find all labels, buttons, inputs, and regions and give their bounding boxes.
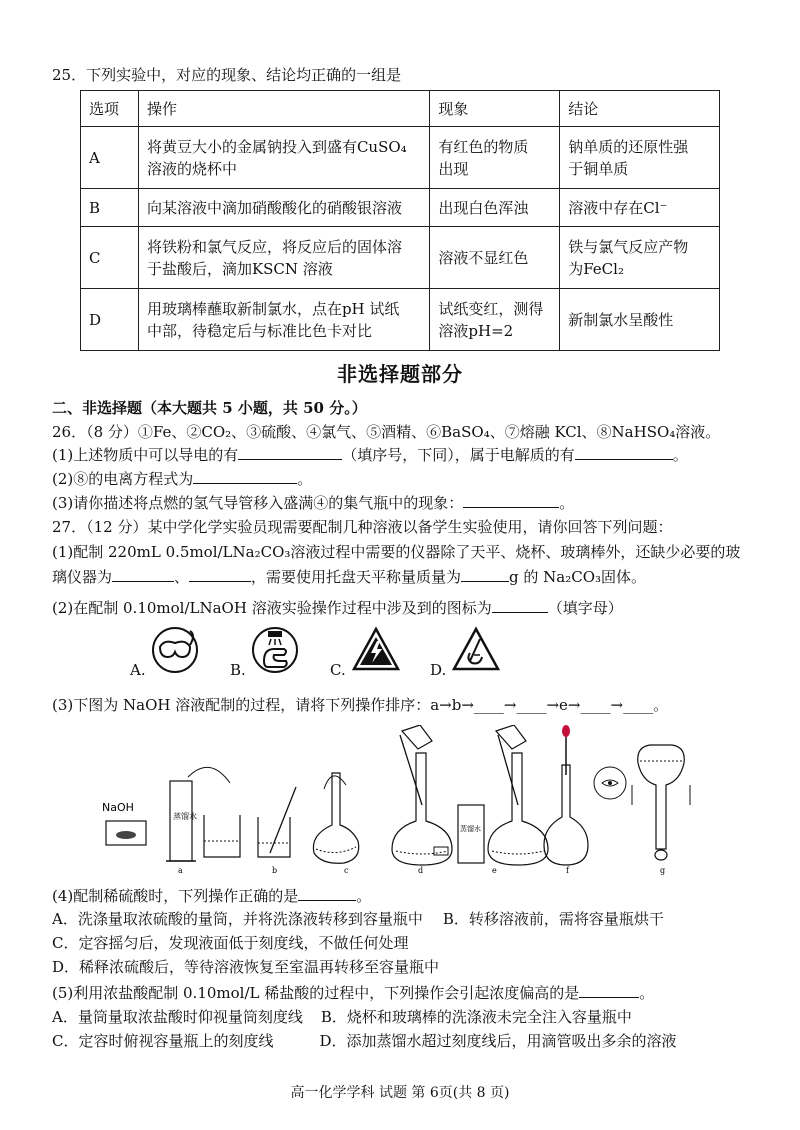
option-d: D — [81, 289, 139, 351]
flask-f — [544, 765, 588, 865]
q26-part2-text-b: 。 — [297, 470, 313, 488]
q27-part4-options-ab — [52, 908, 760, 930]
swirl-hand — [324, 776, 346, 789]
header-option: 选项 — [81, 91, 139, 127]
answer-blank[interactable] — [189, 566, 251, 582]
table-row-d — [81, 289, 720, 351]
q27-part2 — [52, 597, 760, 619]
q26-part2-text-a: (2)⑧的电离方程式为 — [52, 470, 194, 488]
phenomenon-c: 溶液不显红色 — [430, 227, 560, 289]
phenomenon-a-line1: 有红色的物质 — [438, 137, 529, 156]
option-a: A — [81, 127, 139, 189]
option-c: C — [81, 227, 139, 289]
table-row-b — [81, 189, 720, 227]
q27-part4-option-b: B．转移溶液前，需将容量瓶烘干 — [442, 910, 664, 928]
answer-blank[interactable] — [112, 566, 174, 582]
operation-a — [138, 127, 429, 189]
step-b-figure — [258, 787, 296, 875]
q27-part5-option-d: D．添加蒸馏水超过刻度线后，用滴管吸出多余的溶液 — [319, 1032, 677, 1050]
beaker-b — [258, 817, 290, 857]
phenomenon-a-line2: 出现 — [438, 159, 469, 178]
conclusion-b: 溶液中存在Cl⁻ — [560, 189, 720, 227]
icon-option-b — [230, 625, 320, 685]
fig-label-c: c — [344, 866, 349, 875]
header-operation: 操作 — [138, 91, 429, 127]
q26-part3-text-a: (3)请你描述将点燃的氢气导管移入盛满④的集气瓶中的现象： — [52, 494, 464, 512]
q27-part1-text-c: 、 — [174, 568, 190, 586]
rod-d — [400, 735, 422, 805]
step-a-figure — [102, 767, 240, 875]
flask-e — [488, 753, 548, 865]
conclusion-d: 新制氯水呈酸性 — [560, 289, 720, 351]
answer-blank[interactable] — [461, 566, 509, 582]
fig-label-f: f — [566, 866, 569, 875]
answer-blank[interactable] — [238, 444, 342, 460]
fig-label-d: d — [418, 866, 424, 875]
step-g-figure — [632, 745, 690, 875]
q27-part5-option-b: B．烧杯和玻璃棒的洗涤液未完全注入容量瓶中 — [320, 1008, 632, 1026]
q27-part5-option-a: A．量筒量取浓盐酸时仰视量筒刻度线 — [52, 1008, 303, 1026]
q26-part2 — [52, 468, 760, 490]
q27-part4-option-d: D．稀释浓硫酸后，等待溶液恢复至室温再转移至容量瓶中 — [52, 958, 440, 976]
wash-hands-icon — [250, 625, 300, 675]
phenomenon-d-line2: 溶液pH=2 — [438, 321, 514, 340]
header-phenomenon: 现象 — [430, 91, 560, 127]
phenomenon-d-line1: 试纸变红，测得 — [438, 299, 544, 318]
operation-d-line1: 用玻璃棒蘸取新制氯水，点在pH 试纸 — [146, 299, 400, 318]
q27-part4-text-a: (4)配制稀硫酸时，下列操作正确的是 — [52, 887, 299, 905]
icon-option-d — [430, 625, 520, 685]
fig-label-b: b — [272, 866, 278, 875]
answer-blank[interactable] — [463, 492, 559, 508]
water-label-2: 蒸馏水 — [460, 825, 481, 833]
conclusion-c-line2: 为FeCl₂ — [568, 259, 624, 278]
table-row-c — [81, 227, 720, 289]
icon-option-a — [130, 625, 220, 685]
q26-part3 — [52, 492, 760, 514]
answer-blank[interactable] — [492, 597, 548, 613]
table-row-a — [81, 127, 720, 189]
safety-icons — [130, 625, 510, 685]
q27-part5 — [52, 982, 760, 1004]
q27-part3: (3)下图为 NaOH 溶液配制的过程，请将下列操作排序：a→b→____→____→e→____→____。 — [52, 696, 669, 714]
conclusion-c — [560, 227, 720, 289]
phenomenon-b: 出现白色浑浊 — [430, 189, 560, 227]
q26-part1-text-c: 。 — [672, 446, 688, 464]
icon-label-c: C. — [330, 661, 346, 679]
q27-part1-text-d: ，需要使用托盘天平称量质量为 — [251, 568, 462, 586]
q26-part3-text-b: 。 — [559, 494, 575, 512]
answer-blank[interactable] — [193, 468, 297, 484]
q26-part1-text-a: (1)上述物质中可以导电的有 — [52, 446, 239, 464]
answer-blank[interactable] — [298, 885, 356, 901]
naoh-label: NaOH — [102, 801, 134, 814]
solution-preparation-figure — [100, 725, 720, 875]
fig-label-g: g — [660, 866, 666, 875]
q27-stem: 27．（12 分）某中学化学实验员现需要配制几种溶液以备学生实验使用，请你回答下列问题： — [52, 518, 673, 536]
phenomenon-d — [430, 289, 560, 351]
conclusion-a — [560, 127, 720, 189]
operation-d-line2: 中部，待稳定后与标准比色卡对比 — [146, 321, 372, 340]
operation-b: 向某溶液中滴加硝酸酸化的硝酸银溶液 — [138, 189, 429, 227]
q26-part1-text-b: （填序号，下同），属于电解质的有 — [342, 446, 575, 464]
answer-blank[interactable] — [575, 444, 673, 460]
q27-part5-options-cd — [52, 1030, 760, 1052]
q25-table — [80, 90, 720, 351]
icon-option-c — [330, 625, 420, 685]
pour-arrow — [188, 767, 230, 783]
phenomenon-a — [430, 127, 560, 189]
operation-d — [138, 289, 429, 351]
electrical-hazard-icon — [350, 625, 402, 675]
operation-c-line2: 于盐酸后，滴加KSCN 溶液 — [146, 259, 333, 278]
naoh-solid — [116, 831, 136, 839]
q27-part4-option-c: C．定容摇匀后，发现液面低于刻度线，不做任何处理 — [52, 934, 409, 952]
operation-c-line1: 将铁粉和氯气反应，将反应后的固体溶 — [146, 237, 402, 256]
dropper-bulb — [562, 725, 570, 737]
table-header-row — [81, 91, 720, 127]
beaker-d — [402, 725, 432, 749]
goggles-icon — [150, 625, 200, 675]
q27-part5-text-b: 。 — [639, 984, 655, 1002]
flask-d — [392, 753, 452, 865]
conclusion-c-line1: 铁与氯气反应产物 — [568, 237, 689, 256]
section-title: 非选择题部分 — [337, 362, 463, 386]
q26-stem: 26．（8 分）①Fe、②CO₂、③硫酸、④氯气、⑤酒精、⑥BaSO₄、⑦熔融 KCl、⑧NaHSO₄溶液。 — [52, 423, 721, 441]
operation-c — [138, 227, 429, 289]
option-b: B — [81, 189, 139, 227]
graduated-cylinder — [170, 781, 192, 861]
q27-part2-text-b: （填字母） — [547, 599, 623, 617]
sharp-object-icon — [450, 625, 502, 675]
fig-label-a: a — [178, 866, 183, 875]
q27-part5-options-ab — [52, 1006, 760, 1028]
q27-part1-text-e: g 的 Na₂CO₃固体。 — [509, 568, 647, 586]
flask-c — [313, 773, 358, 863]
header-conclusion: 结论 — [560, 91, 720, 127]
step-c-figure — [313, 773, 358, 875]
q26-part1 — [52, 444, 760, 466]
wash-bottle — [458, 805, 484, 863]
conclusion-a-line2: 于铜单质 — [568, 159, 629, 178]
q27-part5-text-a: (5)利用浓盐酸配制 0.10mol/L 稀盐酸的过程中，下列操作会引起浓度偏高的是 — [52, 984, 580, 1002]
q27-part2-text-a: (2)在配制 0.10mol/LNaOH 溶液实验操作过程中涉及到的图标为 — [52, 599, 492, 617]
q27-part4-option-a: A．洗涤量取浓硫酸的量筒，并将洗涤液转移到容量瓶中 — [52, 910, 423, 928]
q27-part4 — [52, 885, 760, 907]
q27-part1-line1: (1)配制 220mL 0.5mol/LNa₂CO₃溶液过程中需要的仪器除了天平、烧杯、玻璃棒外，还缺少必要的玻 — [52, 543, 741, 561]
water-label: 蒸馏水 — [173, 812, 197, 821]
fig-label-e: e — [492, 866, 497, 875]
q27-part1-line2 — [52, 566, 760, 588]
icon-label-d: D. — [430, 661, 447, 679]
answer-blank[interactable] — [579, 982, 639, 998]
operation-a-line1: 将黄豆大小的金属钠投入到盛有CuSO₄ — [146, 137, 407, 156]
icon-label-b: B. — [230, 661, 246, 679]
page-footer: 高一化学学科 试题 第 6页(共 8 页) — [290, 1085, 510, 1101]
operation-a-line2: 溶液的烧杯中 — [146, 159, 237, 178]
step-f-figure — [544, 725, 626, 875]
q27-part5-option-c: C．定容时俯视容量瓶上的刻度线 — [52, 1032, 274, 1050]
icon-label-a: A. — [130, 661, 146, 679]
q25-stem: 25．下列实验中，对应的现象、结论均正确的一组是 — [52, 66, 402, 84]
conclusion-a-line1: 钠单质的还原性强 — [568, 137, 689, 156]
beaker-a — [204, 815, 240, 857]
q27-part1-text-b: 璃仪器为 — [52, 568, 113, 586]
q27-part4-text-b: 。 — [356, 887, 372, 905]
part2-heading: 二、非选择题（本大题共 5 小题，共 50 分。） — [52, 399, 367, 417]
step-d-figure — [392, 725, 452, 875]
